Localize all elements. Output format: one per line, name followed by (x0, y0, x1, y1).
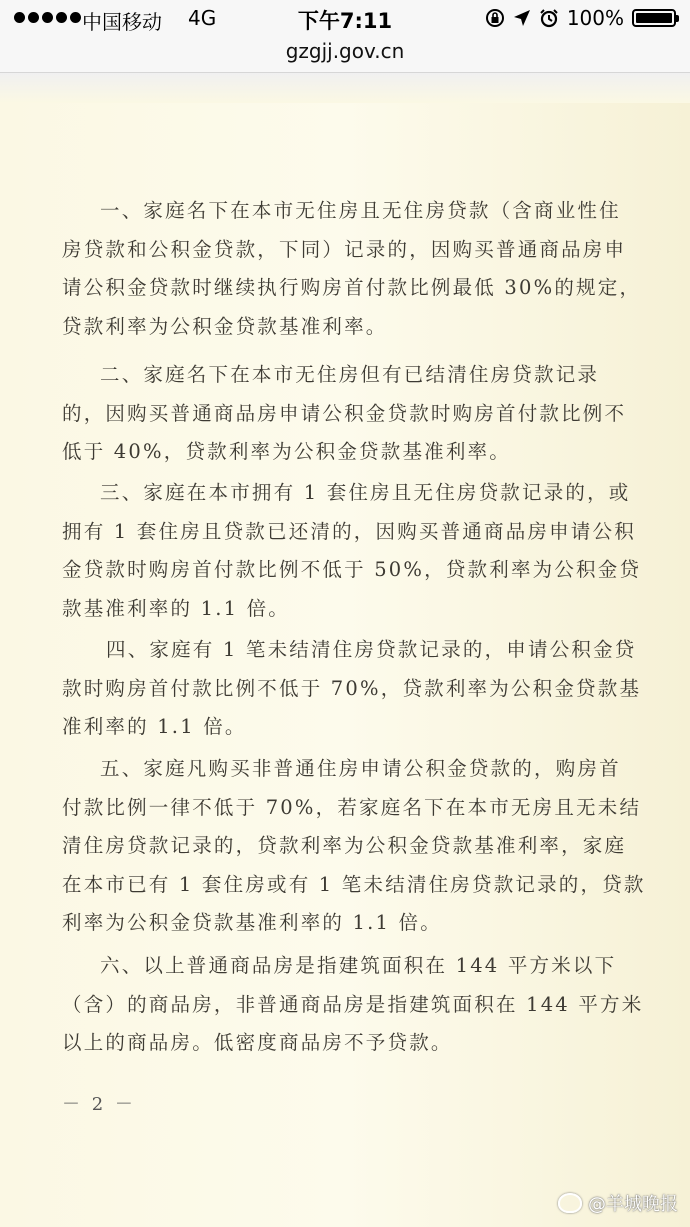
status-bar (0, 0, 690, 36)
paragraph-line: 四、家庭有 1 笔未结清住房贷款记录的，申请公积金贷 (106, 638, 637, 661)
paragraph-4 (62, 631, 642, 747)
paragraph-2 (62, 356, 627, 472)
paragraph-3 (62, 474, 642, 628)
paragraph-line: 请公积金贷款时继续执行购房首付款比例最低 30%的规定， (62, 276, 642, 299)
paragraph-5 (62, 750, 646, 943)
paragraph-line: 款时购房首付款比例不低于 70%，贷款利率为公积金贷款基 (62, 676, 642, 700)
battery-icon (632, 9, 676, 27)
document-page (0, 73, 690, 1227)
paragraph-line: 金贷款时购房首付款比例不低于 50%，贷款利率为公积金贷 (62, 558, 642, 581)
watermark-text: @羊城晚报 (588, 1194, 678, 1215)
url-text: gzgjj.gov.cn (285, 39, 405, 63)
carrier-name: 中国移动 (82, 10, 162, 34)
paragraph-line: 贷款利率为公积金贷款基准利率。 (62, 314, 388, 338)
paragraph-line: 房贷款和公积金贷款，下同）记录的，因购买普通商品房申 (62, 237, 627, 261)
paragraph-line: 拥有 1 套住房且贷款已还清的，因购买普通商品房申请公积 (62, 519, 636, 543)
location-arrow-icon (513, 9, 531, 27)
watermark (558, 1190, 678, 1216)
paragraph-line: 六、以上普通商品房是指建筑面积在 144 平方米以下 (100, 954, 617, 977)
paragraph-line: 低于 40%，贷款利率为公积金贷款基准利率。 (62, 440, 511, 463)
battery-percent: 100% (566, 6, 624, 30)
paper-top-edge (0, 73, 690, 103)
paragraph-line: 以上的商品房。低密度商品房不予贷款。 (62, 1031, 453, 1054)
orientation-lock-icon (485, 8, 505, 28)
paragraph-line: 付款比例一律不低于 70%，若家庭名下在本市无房且无未结 (62, 795, 642, 819)
paragraph-line: 准利率的 1.1 倍。 (62, 715, 247, 738)
paragraph-line: 一、家庭名下在本市无住房且无住房贷款（含商业性住 (100, 199, 621, 222)
paragraph-line: （含）的商品房，非普通商品房是指建筑面积在 144 平方米 (62, 992, 644, 1016)
paragraph-line: 在本市已有 1 套住房或有 1 笔未结清住房贷款记录的，贷款 (62, 872, 646, 896)
alarm-icon (539, 8, 559, 28)
paragraph-1 (62, 192, 642, 346)
paragraph-line: 清住房贷款记录的，贷款利率为公积金贷款基准利率，家庭 (62, 834, 627, 857)
address-bar[interactable] (0, 36, 690, 73)
weibo-icon (558, 1193, 582, 1213)
page-number: － 2 － (62, 1094, 136, 1115)
paragraph-line: 款基准利率的 1.1 倍。 (62, 596, 291, 620)
paragraph-line: 三、家庭在本市拥有 1 套住房且无住房贷款记录的，或 (100, 481, 631, 504)
paragraph-6 (62, 947, 644, 1063)
paragraph-line: 利率为公积金贷款基准利率的 1.1 倍。 (62, 911, 442, 934)
paragraph-line: 的，因购买普通商品房申请公积金贷款时购房首付款比例不 (62, 401, 627, 425)
paragraph-line: 二、家庭名下在本市无住房但有已结清住房贷款记录 (100, 363, 600, 386)
status-time: 下午7:11 (297, 9, 393, 33)
battery-fill (636, 13, 672, 23)
network-type: 4G (188, 6, 217, 30)
paragraph-line: 五、家庭凡购买非普通住房申请公积金贷款的，购房首 (100, 757, 621, 780)
status-right-group (485, 6, 676, 30)
